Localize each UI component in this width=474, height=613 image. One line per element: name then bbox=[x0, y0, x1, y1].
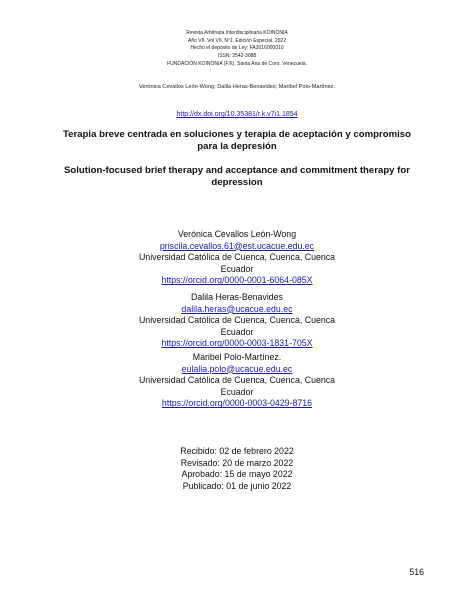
author-orcid-link[interactable]: https://orcid.org/0000-0001-6064-085X bbox=[161, 275, 313, 286]
author-orcid-link[interactable]: https://orcid.org/0000-0003-1831-705X bbox=[161, 338, 313, 349]
author-affiliation: Universidad Católica de Cuenca, Cuenca, Cuenca bbox=[138, 252, 336, 263]
author-orcid-link[interactable]: https://orcid.org/0000-0003-0429-8716 bbox=[161, 398, 313, 409]
author-country: Ecuador bbox=[220, 386, 254, 397]
journal-foundation: FUNDACIÓN KOINONIA (F.K). Santa Ana de Coro. Venezuela. bbox=[167, 60, 307, 67]
author-block-3 bbox=[0, 352, 474, 410]
author-name: Verónica Cevallos León-Wong bbox=[177, 229, 297, 239]
author-email-link[interactable]: eulalia.polo@ucacue.edu.ec bbox=[181, 363, 293, 374]
author-affiliation: Universidad Católica de Cuenca, Cuenca, Cuenca bbox=[138, 315, 336, 326]
journal-name: Revista Arbitrada Interdisciplinaria KOINONIA bbox=[186, 30, 288, 36]
journal-legal-deposit: Hecho el depósito de Ley: FA2016000010 bbox=[190, 45, 284, 52]
author-block-2 bbox=[0, 292, 474, 350]
title-spanish: Terapia breve centrada en soluciones y terapia de aceptación y compromiso para la depresión bbox=[63, 129, 411, 152]
author-name: Maribel Polo-Martínez. bbox=[192, 352, 282, 362]
journal-issue: Año VII. Vol VII. Nº1. Edición Especial. 2022 bbox=[188, 37, 286, 44]
publication-dates bbox=[0, 446, 474, 492]
date-revised: Revisado: 20 de marzo 2022 bbox=[180, 457, 294, 468]
doi-link[interactable]: http://dx.doi.org/10.35381/r.k.v7i1.1854 bbox=[176, 111, 298, 118]
date-approved: Aprobado: 15 de mayo 2022 bbox=[181, 469, 293, 480]
date-received: Recibido: 02 de febrero 2022 bbox=[180, 446, 294, 456]
author-country: Ecuador bbox=[220, 326, 254, 337]
author-email-link[interactable]: priscila.cevallos.61@est.ucacue.edu.ec bbox=[159, 240, 315, 251]
author-block-1 bbox=[0, 229, 474, 287]
journal-issn: ISSN: 2542-3088 bbox=[217, 53, 257, 60]
journal-header bbox=[0, 30, 474, 69]
authors-line: Verónica Cevallos León-Wong; Dalila Heras-Benavides; Maribel Polo-Martínez. bbox=[138, 84, 336, 90]
title-english: Solution-focused brief therapy and acceptance and commitment therapy for depression bbox=[64, 165, 410, 188]
author-email-link[interactable]: dalila.heras@ucacue.edu.ec bbox=[181, 303, 293, 314]
author-country: Ecuador bbox=[220, 263, 254, 274]
page-number: 516 bbox=[409, 567, 424, 577]
date-published: Publicado: 01 de junio 2022 bbox=[182, 480, 292, 491]
author-affiliation: Universidad Católica de Cuenca, Cuenca, Cuenca bbox=[138, 375, 336, 386]
author-name: Dalila Heras-Benavides bbox=[191, 292, 283, 302]
